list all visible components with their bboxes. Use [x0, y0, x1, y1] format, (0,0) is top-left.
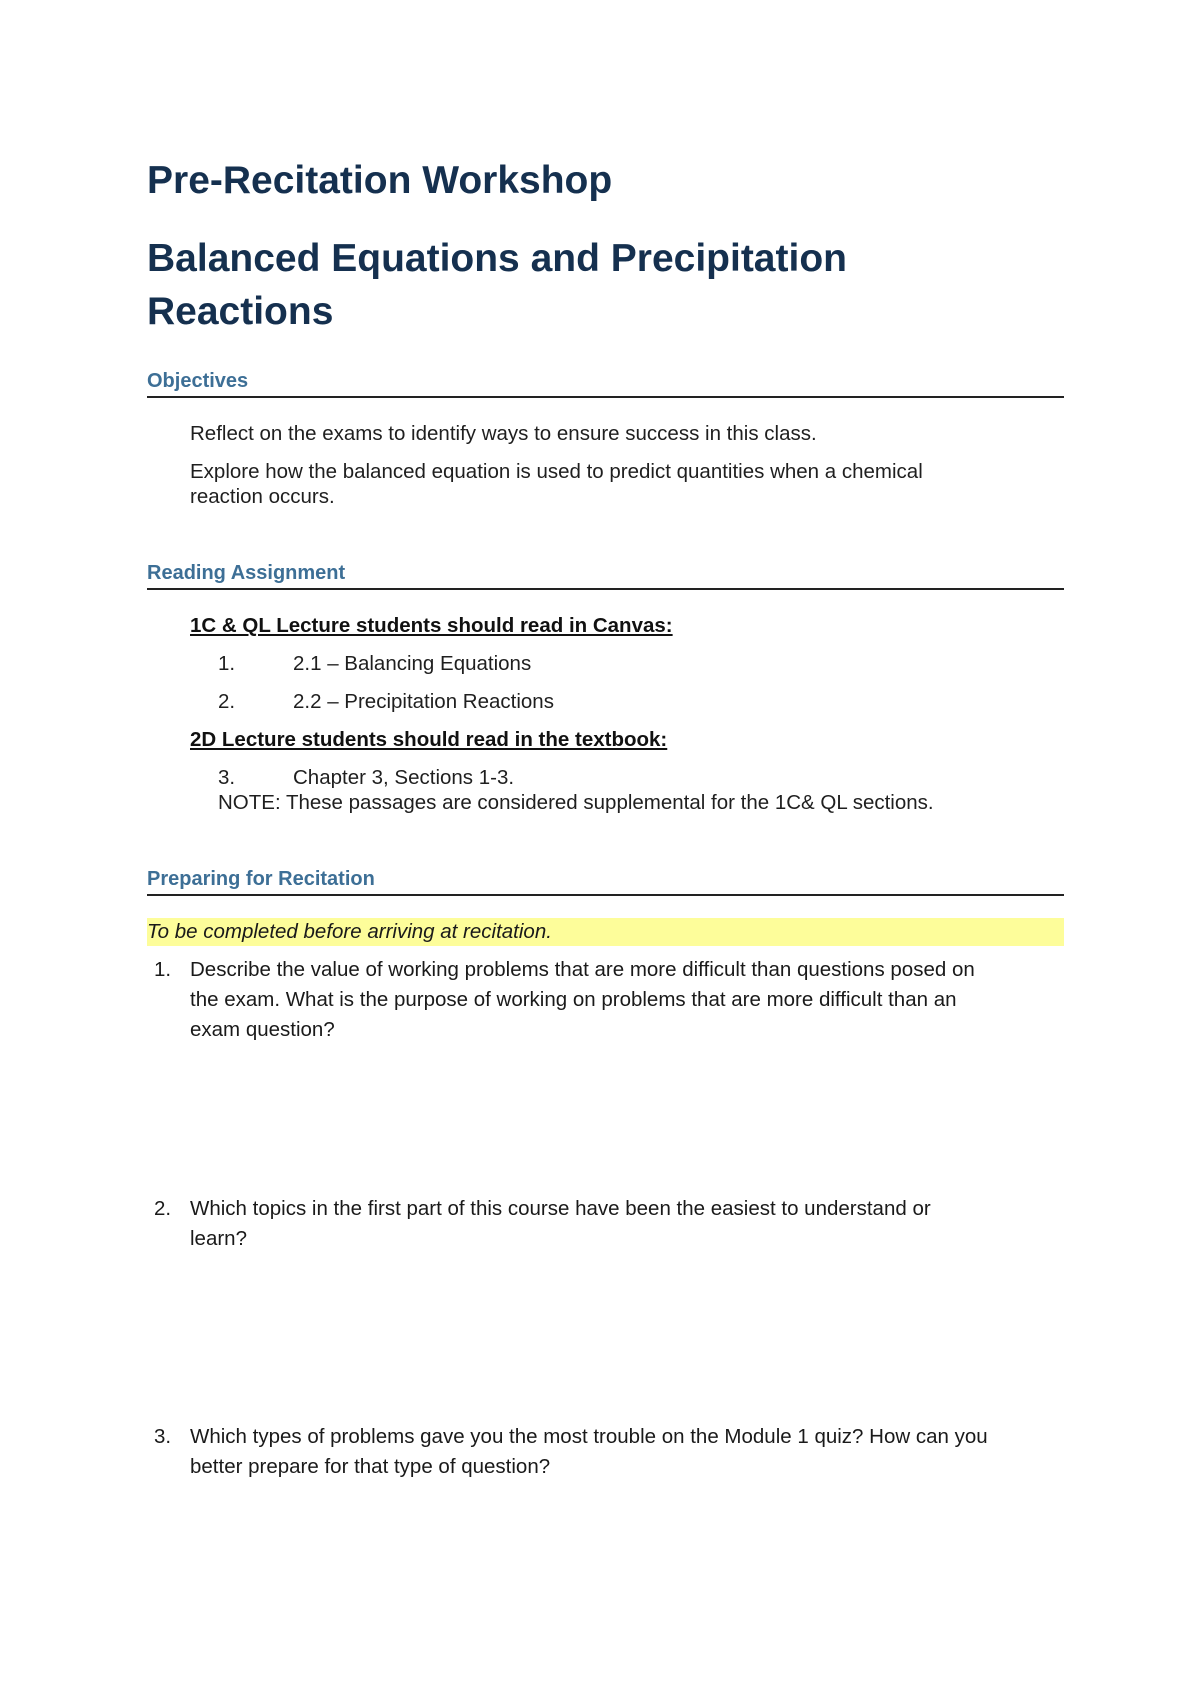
reading-item-2-number: 2.	[218, 690, 236, 713]
question-3	[147, 1422, 1064, 1482]
page-title: Pre-Recitation Workshop	[147, 159, 613, 202]
question-3-number: 3.	[154, 1425, 172, 1448]
reading-note: NOTE: These passages are considered supplemental for the 1C& QL sections.	[218, 791, 934, 814]
question-2-number: 2.	[154, 1197, 172, 1220]
reading-item-3-number: 3.	[218, 766, 236, 789]
question-1-line-2: the exam. What is the purpose of working on problems that are more difficult than an	[190, 988, 957, 1011]
reading-item-2	[218, 689, 554, 715]
reading-item-3-text: Chapter 3, Sections 1-3.	[293, 766, 515, 789]
objectives-heading: Objectives	[147, 368, 1064, 398]
reading-item-2-text: 2.2 – Precipitation Reactions	[293, 690, 554, 713]
question-2	[147, 1194, 1064, 1254]
subtitle-line-2: Reactions	[147, 290, 334, 333]
question-1	[147, 955, 1064, 1045]
question-3-line-2: better prepare for that type of question?	[190, 1455, 551, 1478]
canvas-reading-heading: 1C & QL Lecture students should read in Canvas:	[190, 614, 673, 637]
objective-item-2: Explore how the balanced equation is used to predict quantities when a chemical	[190, 460, 923, 483]
reading-item-1-text: 2.1 – Balancing Equations	[293, 652, 532, 675]
question-1-line-1: Describe the value of working problems that are more difficult than questions posed on	[190, 958, 975, 981]
reading-item-1	[218, 651, 531, 677]
question-3-line-1: Which types of problems gave you the most trouble on the Module 1 quiz? How can you	[190, 1425, 988, 1448]
objective-item-2-cont: reaction occurs.	[190, 485, 335, 508]
page-subtitle	[147, 232, 947, 338]
reading-assignment-heading: Reading Assignment	[147, 560, 1064, 590]
textbook-reading-heading: 2D Lecture students should read in the textbook:	[190, 728, 668, 751]
instruction-highlight: To be completed before arriving at recitation.	[147, 918, 1064, 946]
question-1-number: 1.	[154, 958, 172, 981]
objective-item-1: Reflect on the exams to identify ways to ensure success in this class.	[190, 422, 817, 445]
preparing-heading: Preparing for Recitation	[147, 866, 1064, 896]
question-2-line-2: learn?	[190, 1227, 247, 1250]
question-1-line-3: exam question?	[190, 1018, 335, 1041]
reading-item-1-number: 1.	[218, 652, 236, 675]
subtitle-line-1: Balanced Equations and Precipitation	[147, 237, 847, 280]
reading-item-3	[218, 765, 514, 791]
question-2-line-1: Which topics in the first part of this course have been the easiest to understand or	[190, 1197, 931, 1220]
